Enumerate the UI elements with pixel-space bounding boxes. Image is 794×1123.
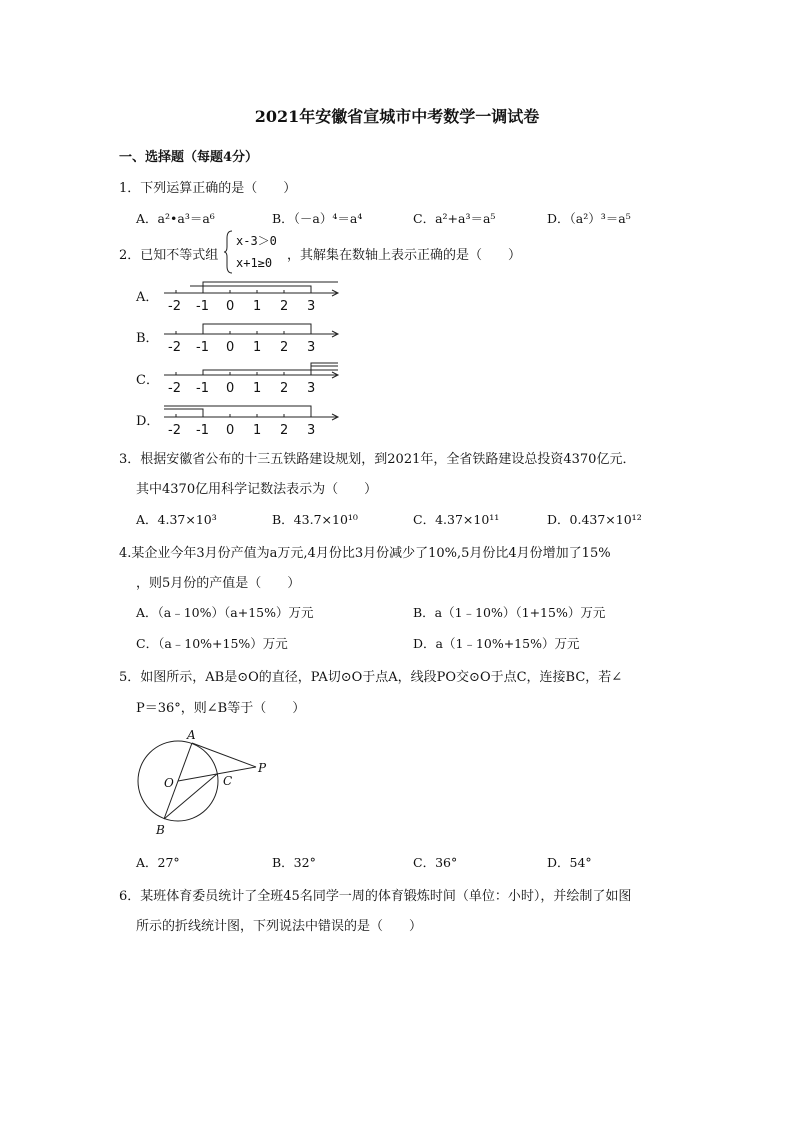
point-label-c: C	[223, 774, 233, 788]
q3-stem-line-2: 其中4370亿用科学记数法表示为（ ）	[136, 482, 378, 497]
q2-option-c-label: C．	[136, 373, 159, 388]
tick-label: 0	[226, 340, 235, 355]
q5-option-c: C．36°	[413, 855, 458, 870]
q5-stem-line-2: P＝36°，则∠B等于（ ）	[136, 701, 306, 716]
q1-option-c: C．a²+a³＝a⁵	[413, 211, 496, 226]
system-brace	[224, 230, 234, 274]
tick-label: 0	[226, 423, 235, 438]
q5-stem-line-1: 5．如图所示，AB是⊙O的直径，PA切⊙O于点A，线段PO交⊙O于点C，连接BC，若∠	[119, 670, 623, 685]
tick-label: 1	[253, 340, 262, 355]
tick-label: -1	[196, 423, 209, 438]
q6-stem-line-1: 6．某班体育委员统计了全班45名同学一周的体育锻炼时间（单位：小时），并绘制了如图	[119, 889, 632, 904]
tick-label: -1	[196, 381, 209, 396]
q3-option-d: D．0.437×10¹²	[547, 512, 642, 527]
q4-option-b: B．a（1﹣10%）（1+15%）万元	[413, 605, 606, 620]
q1-stem: 1．下列运算正确的是（ ）	[119, 181, 297, 196]
q5-option-d: D．54°	[547, 855, 592, 870]
q4-option-a: A．（a﹣10%）（a+15%）万元	[136, 605, 314, 620]
system-line-1: x-3＞0	[236, 234, 277, 248]
q4-stem-line-2: ，则5月份的产值是（ ）	[136, 576, 301, 591]
tick-label: -1	[196, 340, 209, 355]
q4-stem-line-1: 4.某企业今年3月份产值为a万元,4月份比3月份减少了10%,5月份比4月份增加了15%	[119, 546, 611, 561]
tick-label: 2	[280, 340, 289, 355]
tick-label: 1	[253, 299, 262, 314]
tick-label: 2	[280, 381, 289, 396]
tick-label: -2	[168, 381, 181, 396]
tick-label: 3	[307, 423, 316, 438]
number-line-d	[160, 404, 345, 444]
q4-option-d: D．a（1﹣10%+15%）万元	[413, 636, 580, 651]
q3-option-a: A．4.37×10³	[136, 512, 217, 527]
tick-label: 3	[307, 299, 316, 314]
tick-label: -2	[168, 423, 181, 438]
q2-stem-suffix: ，其解集在数轴上表示正确的是（ ）	[287, 248, 522, 263]
q1-option-a: A．a²•a³＝a⁶	[136, 211, 215, 226]
q3-stem-line-1: 3．根据安徽省公布的十三五铁路建设规划，到2021年，全省铁路建设总投资4370亿元．	[119, 452, 636, 467]
tick-label: 3	[307, 381, 316, 396]
q2-option-d-label: D．	[136, 414, 160, 429]
tick-label: 0	[226, 381, 235, 396]
q2-option-a-label: A．	[136, 290, 159, 305]
point-label-a: A	[187, 728, 196, 742]
q2-stem-prefix: 2．已知不等式组	[119, 248, 219, 263]
tick-label: -2	[168, 299, 181, 314]
circle-tangent-figure	[130, 722, 290, 842]
q1-option-d: D．（a²）³＝a⁵	[547, 211, 631, 226]
system-line-2: x+1≥0	[236, 256, 273, 270]
point-label-b: B	[156, 823, 165, 837]
q4-option-c: C．（a﹣10%+15%）万元	[136, 636, 288, 651]
q3-option-b: B．43.7×10¹⁰	[272, 512, 358, 527]
number-line-c	[160, 362, 345, 402]
tick-label: 3	[307, 340, 316, 355]
tick-label: 0	[226, 299, 235, 314]
tick-label: 2	[280, 423, 289, 438]
number-line-a	[160, 280, 345, 320]
q5-option-b: B．32°	[272, 855, 316, 870]
tick-label: -2	[168, 340, 181, 355]
q5-option-a: A．27°	[136, 855, 180, 870]
point-label-p: P	[258, 761, 267, 775]
tick-label: 1	[253, 423, 262, 438]
q1-option-b: B．（－a）⁴＝a⁴	[272, 211, 363, 226]
q3-option-c: C．4.37×10¹¹	[413, 512, 500, 527]
point-label-o: O	[164, 776, 174, 790]
number-line-b	[160, 321, 345, 361]
section-heading: 一、选择题（每题4分）	[119, 150, 259, 165]
tick-label: -1	[196, 299, 209, 314]
tick-label: 2	[280, 299, 289, 314]
q6-stem-line-2: 所示的折线统计图，下列说法中错误的是（ ）	[136, 919, 423, 934]
page-title: 2021年安徽省宣城市中考数学一调试卷	[254, 107, 540, 126]
q2-option-b-label: B．	[136, 331, 159, 346]
tick-label: 1	[253, 381, 262, 396]
